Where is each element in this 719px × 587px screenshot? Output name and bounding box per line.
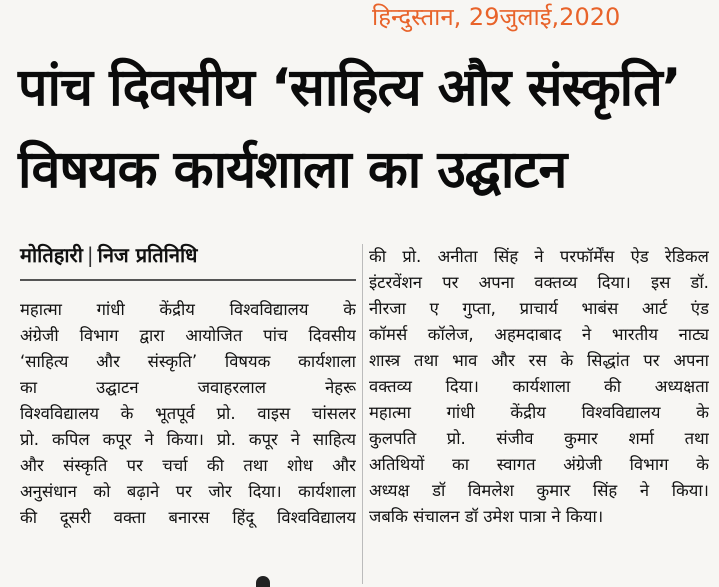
article-word: दिया। xyxy=(248,482,282,501)
article-word: कॉमर्स xyxy=(369,325,408,344)
article-word: संस्कृति’ xyxy=(147,352,198,371)
article-word: अंग्रेजी xyxy=(20,326,59,345)
article-word: गुप्ता, xyxy=(462,299,496,318)
article-word: अहमदाबाद xyxy=(494,325,562,344)
article-line xyxy=(369,296,709,322)
article-line xyxy=(20,453,356,479)
article-word: साहित्य xyxy=(312,430,356,449)
article-word: अपना xyxy=(673,351,709,370)
article-word: अनीता xyxy=(437,247,478,266)
article-word: विभाग xyxy=(79,326,119,345)
article-line xyxy=(369,348,709,374)
article-word: ए xyxy=(429,299,439,318)
article-word: और xyxy=(96,352,120,371)
article-word: डॉ xyxy=(432,481,446,500)
article-word: की xyxy=(369,247,387,266)
article-word: महात्मा xyxy=(20,300,62,319)
article-word: प्रो. xyxy=(216,430,236,449)
article-word: प्राचार्य xyxy=(519,299,558,318)
article-word: एंड xyxy=(690,299,709,318)
article-word: कार्यशाला xyxy=(298,352,356,371)
article-word: के xyxy=(120,404,134,423)
article-word: संजीव xyxy=(496,429,534,448)
article-line xyxy=(369,452,709,478)
article-word: भाव xyxy=(452,351,478,370)
article-word: पर xyxy=(442,273,459,292)
article-word: कपिल xyxy=(51,430,90,449)
article-line xyxy=(369,478,709,504)
article-word: विश्वविद्यालय xyxy=(277,508,356,527)
article-word: भारतीय xyxy=(611,325,658,344)
article-word: अध्यक्ष xyxy=(369,481,410,500)
article-word: रेडिकल xyxy=(664,247,709,266)
article-word: चांसलर xyxy=(311,404,356,423)
article-word: कपूर xyxy=(248,430,278,449)
article-word: की xyxy=(20,508,38,527)
article-word: विषयक xyxy=(224,352,271,371)
article-word: ने xyxy=(582,325,592,344)
article-word: प्रो. xyxy=(446,429,466,448)
article-word: विभाग xyxy=(629,455,669,474)
newspaper-source-date: हिन्दुस्तान, 29जुलाई,2020 xyxy=(372,3,621,31)
article-word: के xyxy=(696,403,709,422)
article-line xyxy=(369,270,709,296)
article-word: दिया। xyxy=(445,377,479,396)
article-line xyxy=(20,375,356,401)
article-line: जबकि संचालन डॉ उमेश पात्रा ने किया। xyxy=(369,507,604,526)
column-rule xyxy=(20,279,356,281)
article-line xyxy=(20,505,356,531)
article-word: पर xyxy=(643,351,660,370)
article-line xyxy=(20,401,356,427)
article-word: कपूर xyxy=(102,430,132,449)
article-word: केंद्रीय xyxy=(510,403,546,422)
article-word: के xyxy=(560,351,574,370)
headline-line-2: विषयक कार्यशाला का उद्घाटन xyxy=(18,140,567,200)
article-word: तथा xyxy=(684,429,709,448)
article-word: पर xyxy=(126,456,143,475)
article-word: गांधी xyxy=(96,300,125,319)
article-word: सिंह xyxy=(592,481,618,500)
article-word: संस्कृति xyxy=(63,456,108,475)
article-right-column xyxy=(369,244,709,530)
article-word: प्रो. xyxy=(402,247,422,266)
article-word: तथा xyxy=(243,456,268,475)
article-word: भाबंस xyxy=(581,299,619,318)
article-word: प्रो. xyxy=(216,404,236,423)
article-word: का xyxy=(451,455,470,474)
article-word: अपना xyxy=(478,273,515,292)
article-word: ऐड xyxy=(630,247,649,266)
article-word: अध्यक्षता xyxy=(654,377,709,396)
article-word: का xyxy=(20,378,38,397)
dateline xyxy=(20,240,350,270)
article-word: विश्वविद्यालय xyxy=(581,403,661,422)
article-word: हिंदू xyxy=(232,508,255,527)
article-word: अतिथियों xyxy=(369,455,425,474)
article-word: नेहरू xyxy=(325,378,356,397)
article-word: विमलेश xyxy=(467,481,514,500)
article-word: दिवसीय xyxy=(308,326,356,345)
article-word: ने xyxy=(290,430,300,449)
article-word: कार्यशाला xyxy=(512,377,571,396)
article-word: डॉ. xyxy=(690,273,709,292)
article-word: वक्ता xyxy=(113,508,146,527)
article-word: वक्तव्य xyxy=(369,377,412,396)
article-word: की xyxy=(206,456,224,475)
article-word: भूतपूर्व xyxy=(155,404,195,423)
article-word: के xyxy=(696,455,709,474)
article-word: की xyxy=(604,377,622,396)
article-line xyxy=(20,479,356,505)
article-word: कुलपति xyxy=(369,429,417,448)
article-word: के xyxy=(343,300,356,319)
article-word: ‘साहित्य xyxy=(20,352,69,371)
article-left-column xyxy=(20,297,356,531)
article-word: ने xyxy=(144,430,154,449)
article-word: बढ़ाने xyxy=(126,482,160,501)
article-word: केंद्रीय xyxy=(159,300,195,319)
article-word: इंटरवेंशन xyxy=(369,273,423,292)
article-word: जोर xyxy=(208,482,232,501)
article-word: और xyxy=(20,456,44,475)
article-word: कुमार xyxy=(536,481,571,500)
article-word: दिया। xyxy=(597,273,631,292)
article-word: विश्वविद्यालय xyxy=(20,404,99,423)
article-word: नाट्य xyxy=(678,325,709,344)
article-word: शर्मा xyxy=(628,429,654,448)
article-word: जवाहरलाल xyxy=(197,378,266,397)
article-word: इस xyxy=(650,273,671,292)
article-word: वक्तव्य xyxy=(534,273,578,292)
article-line xyxy=(369,374,709,400)
article-line xyxy=(369,322,709,348)
article-line xyxy=(369,426,709,452)
dateline-separator: | xyxy=(86,243,94,267)
dateline-byline: निज प्रतिनिधि xyxy=(97,243,198,267)
article-word: द्वारा xyxy=(139,326,165,345)
article-word: वाइस xyxy=(257,404,291,423)
article-word: परफॉर्मेंस xyxy=(559,247,615,266)
article-word: ने xyxy=(534,247,544,266)
article-word: और xyxy=(332,456,356,475)
article-word: शास्त्र xyxy=(369,351,401,370)
article-word: उद्घाटन xyxy=(96,378,139,397)
column-divider xyxy=(362,244,363,584)
article-word: कुमार xyxy=(564,429,598,448)
article-word: महात्मा xyxy=(369,403,411,422)
article-word: स्वागत xyxy=(496,455,536,474)
article-word: सिद्धांत xyxy=(587,351,630,370)
article-line xyxy=(20,297,356,323)
article-word: आर्ट xyxy=(641,299,668,318)
headline-line-1: पांच दिवसीय ‘साहित्य और संस्कृति’ xyxy=(18,58,681,118)
article-word: तथा xyxy=(413,351,439,370)
article-word: शोध xyxy=(287,456,313,475)
article-word: कॉलेज, xyxy=(427,325,474,344)
article-word: दूसरी xyxy=(59,508,91,527)
article-line xyxy=(20,349,356,375)
article-word: विश्वविद्यालय xyxy=(229,300,309,319)
article-word: आयोजित xyxy=(185,326,243,345)
article-word: पांच xyxy=(263,326,288,345)
article-word: चर्चा xyxy=(162,456,188,475)
article-word: किया। xyxy=(671,481,709,500)
article-line xyxy=(20,323,356,349)
article-word: अंग्रेजी xyxy=(563,455,602,474)
next-article-fragment xyxy=(256,576,270,587)
article-word: बनारस xyxy=(168,508,210,527)
article-word: किया। xyxy=(166,430,204,449)
article-word: अनुसंधान xyxy=(20,482,77,501)
article-word: ने xyxy=(639,481,650,500)
article-word: पर xyxy=(175,482,192,501)
article-word: सिंह xyxy=(493,247,519,266)
article-word: नीरजा xyxy=(369,299,406,318)
article-word: गांधी xyxy=(446,403,475,422)
article-word: प्रो. xyxy=(20,430,40,449)
article-line xyxy=(20,427,356,453)
article-word: को xyxy=(93,482,111,501)
article-line xyxy=(369,244,709,270)
article-word: और xyxy=(491,351,515,370)
dateline-place: मोतिहारी xyxy=(20,243,83,267)
article-word: रस xyxy=(528,351,547,370)
article-word: कार्यशाला xyxy=(298,482,356,501)
article-line xyxy=(369,400,709,426)
